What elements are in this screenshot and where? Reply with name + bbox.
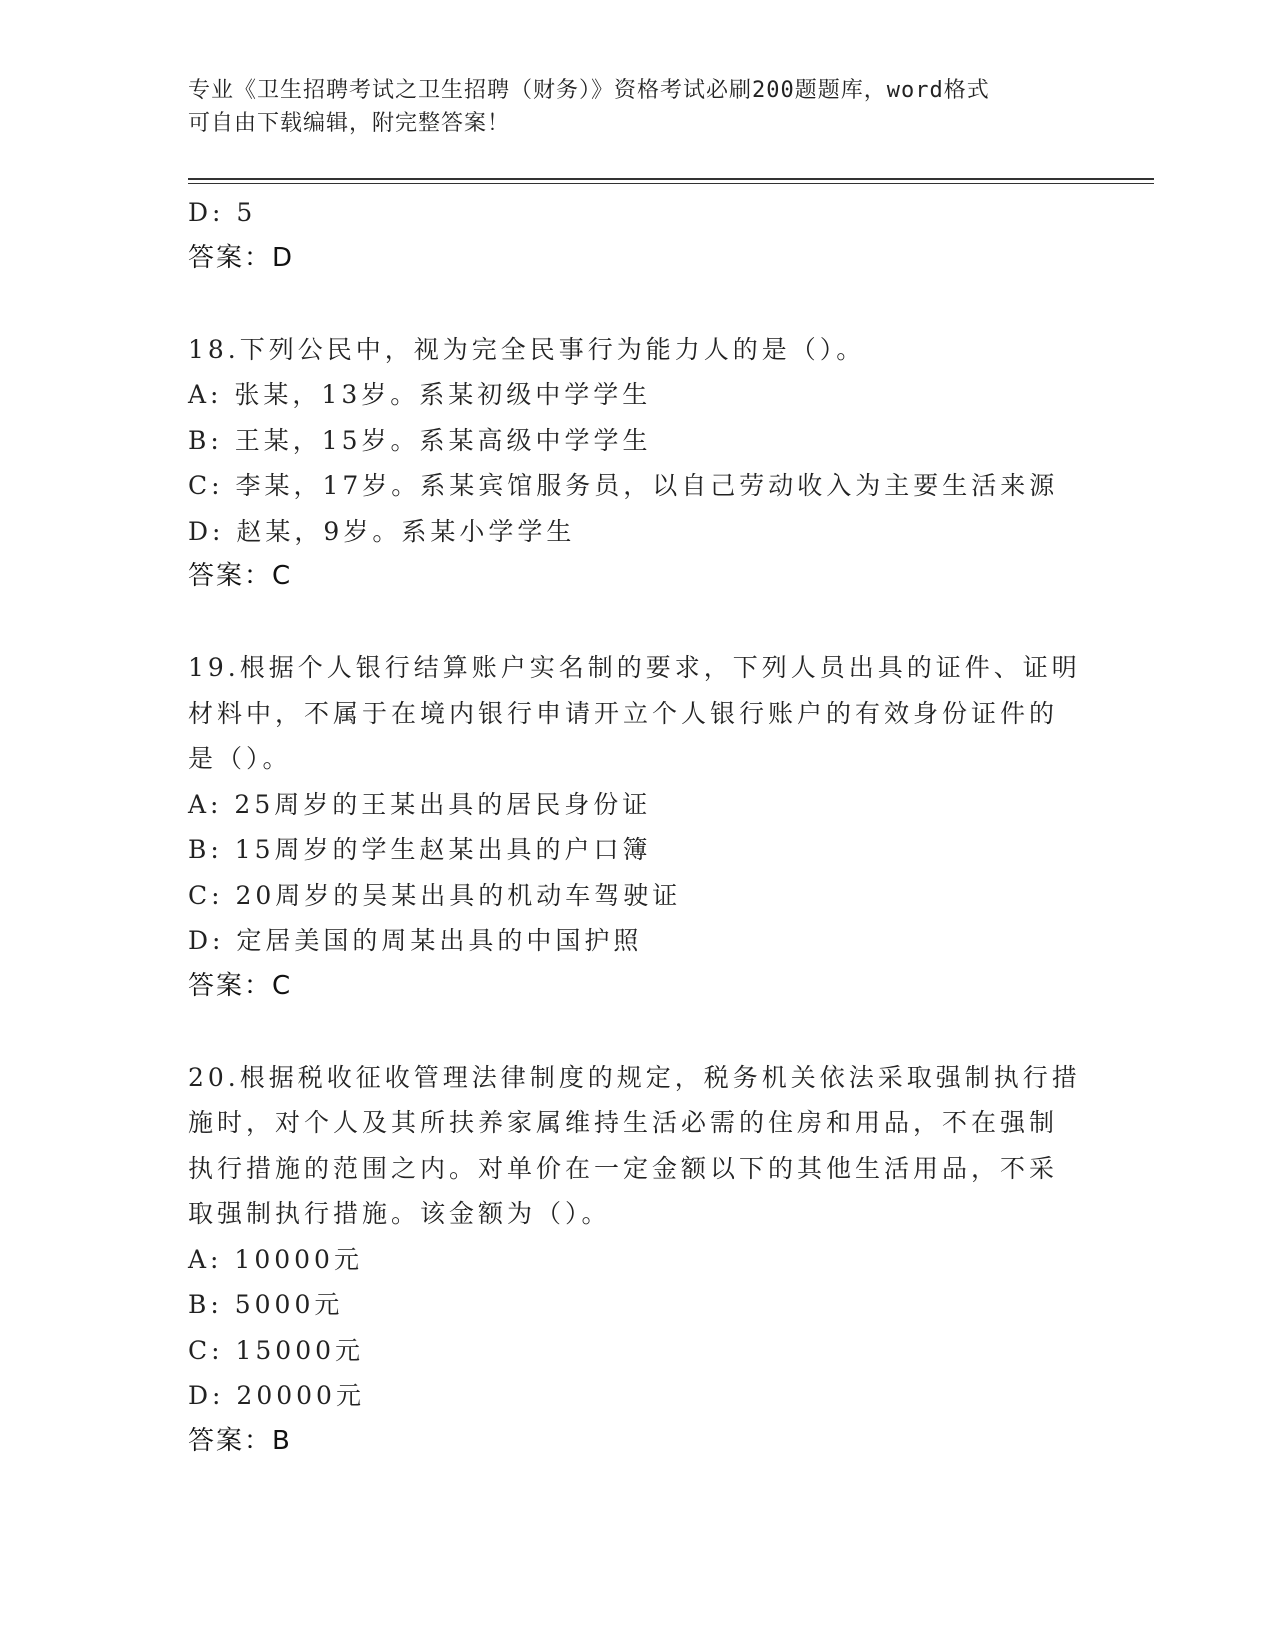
question-stem: 20.根据税收征收管理法律制度的规定，税务机关依法采取强制执行措	[188, 1062, 1081, 1092]
option-d: D: 定居美国的周某出具的中国护照	[188, 926, 643, 955]
document-header	[188, 74, 1068, 140]
header-line-1: 专业《卫生招聘考试之卫生招聘（财务）》资格考试必刷200题题库，word格式	[188, 78, 990, 103]
question-stem: 施时，对个人及其所扶养家属维持生活必需的住房和用品，不在强制	[188, 1108, 1059, 1137]
header-divider-thin	[188, 183, 1154, 184]
question-stem: 取强制执行措施。该金额为（）。	[188, 1199, 611, 1228]
answer-line: 答案：B	[188, 1425, 292, 1456]
question-18	[188, 327, 1088, 600]
spacer	[188, 600, 1088, 646]
option-a: A: 25周岁的王某出具的居民身份证	[188, 789, 652, 819]
option-c: C: 李某，17岁。系某宾馆服务员，以自己劳动收入为主要生活来源	[188, 471, 1059, 500]
question-stem: 是（）。	[188, 744, 292, 773]
option-b: B: 王某，15岁。系某高级中学学生	[188, 425, 652, 455]
question-19	[188, 645, 1088, 1009]
spacer	[188, 281, 1088, 327]
header-line-2: 可自由下载编辑，附完整答案！	[188, 111, 511, 136]
question-stem: 18.下列公民中，视为完全民事行为能力人的是（）。	[188, 334, 866, 364]
option-d: D: 5	[188, 198, 257, 227]
answer-line: 答案：C	[188, 561, 293, 591]
option-d: D: 赵某，9岁。系某小学学生	[188, 516, 576, 546]
option-c: C: 20周岁的吴某出具的机动车驾驶证	[188, 880, 682, 910]
option-b: B: 15周岁的学生赵某出具的户口簿	[188, 835, 652, 864]
option-c: C: 15000元	[188, 1335, 365, 1365]
option-b: B: 5000元	[188, 1290, 344, 1319]
header-divider-thick	[188, 178, 1154, 180]
spacer	[188, 1009, 1088, 1055]
question-stem: 19.根据个人银行结算账户实名制的要求，下列人员出具的证件、证明	[188, 653, 1081, 682]
option-d: D: 20000元	[188, 1381, 365, 1410]
previous-question-tail	[188, 190, 1088, 281]
answer-line: 答案：D	[188, 242, 295, 273]
option-a: A: 10000元	[188, 1244, 363, 1274]
question-stem: 执行措施的范围之内。对单价在一定金额以下的其他生活用品，不采	[188, 1153, 1059, 1183]
document-body	[188, 190, 1088, 1464]
question-20	[188, 1055, 1088, 1465]
answer-line: 答案：C	[188, 970, 293, 1001]
option-a: A: 张某，13岁。系某初级中学学生	[188, 380, 652, 409]
question-stem: 材料中，不属于在境内银行申请开立个人银行账户的有效身份证件的	[188, 698, 1059, 728]
